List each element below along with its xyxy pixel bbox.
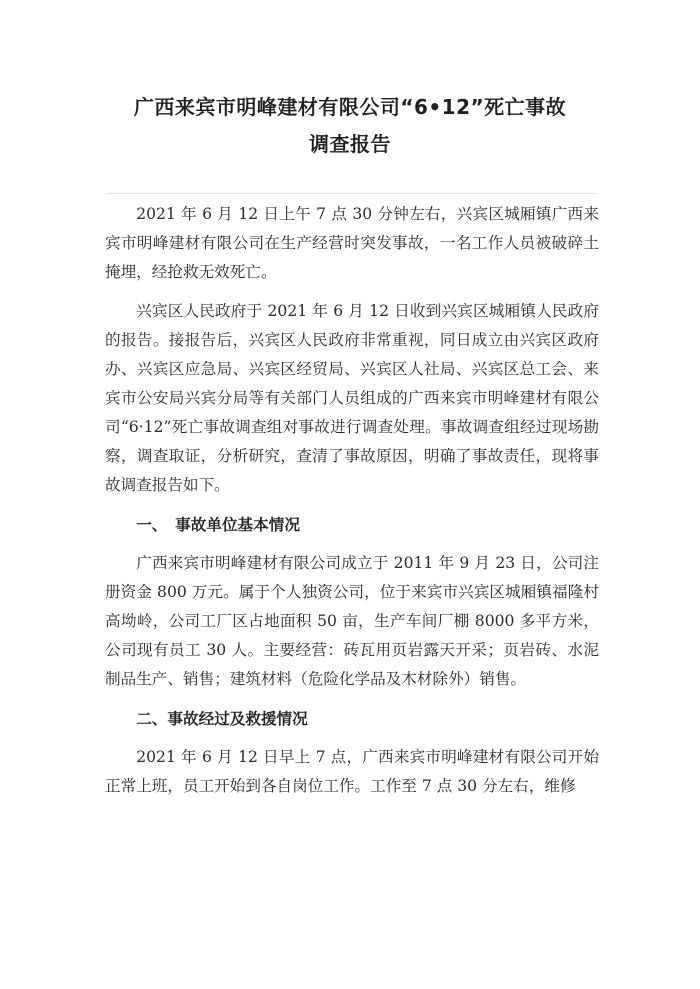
title-divider xyxy=(106,193,596,194)
intro-paragraph-2: 兴宾区人民政府于 2021 年 6 月 12 日收到兴宾区城厢镇人民政府的报告。接报告后，兴宾区人民政府非常重视，同日成立由兴宾区政府办、兴宾区应急局、兴宾区经贸局、兴宾区人社局、兴宾区总工会、来宾市公安局兴宾分局等有关部门人员组成的广西来宾市明峰建材有限公司“6·12”死亡事故调查组对事故进行调查处理。事故调查组经过现场勘察，调查取证，分析研究，查清了事故原因，明确了事故责任，现将事故调查报告如下。 xyxy=(105,302,599,494)
section-2-paragraph: 2021 年 6 月 12 日早上 7 点，广西来宾市明峰建材有限公司开始正常上班，员工开始到各自岗位工作。工作至 7 点 30 分左右，维修 xyxy=(105,748,599,795)
section-1-paragraph: 广西来宾市明峰建材有限公司成立于 2011 年 9 月 23 日，公司注册资金 800 万元。属于个人独资公司，位于来宾市兴宾区城厢镇福隆村高坳岭，公司工厂区占地面积 50 亩，生产车间厂棚 8000 多平方米，公司现有员工 30 人。主要经营：砖瓦用页岩露天开采；页岩砖、水泥制品生产、销售；建筑材料（危险化学品及木材除外）销售。 xyxy=(105,554,599,688)
intro-paragraph-1: 2021 年 6 月 12 日上午 7 点 30 分钟左右，兴宾区城厢镇广西来宾市明峰建材有限公司在生产经营时突发事故，一名工作人员被破碎土掩埋，经抢救无效死亡。 xyxy=(105,205,599,281)
section-heading-2: 二、事故经过及救援情况 xyxy=(136,709,308,728)
document-body xyxy=(105,200,599,811)
section-heading-1: 一、 事故单位基本情况 xyxy=(136,515,300,534)
document-title-line2: 调查报告 xyxy=(309,132,391,156)
document-title-line1: 广西来宾市明峰建材有限公司“6•12”死亡事故 xyxy=(133,95,567,119)
